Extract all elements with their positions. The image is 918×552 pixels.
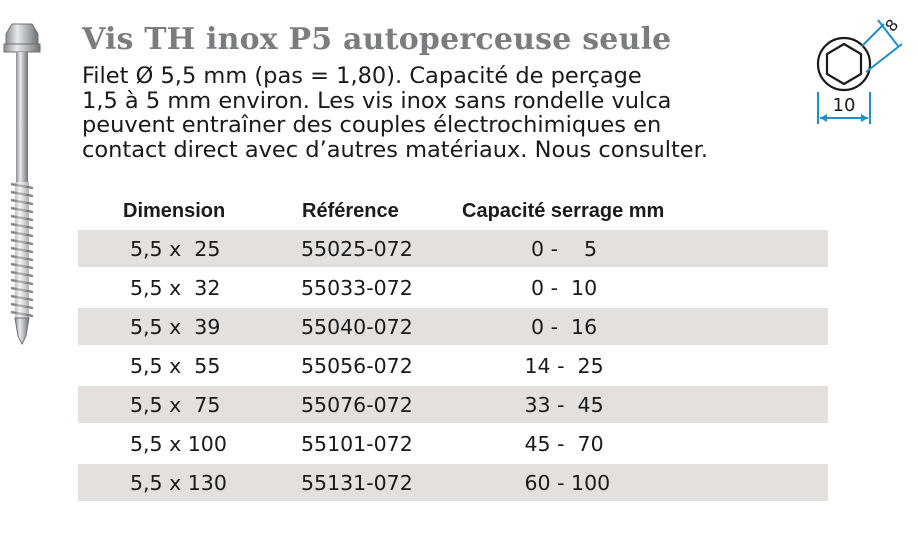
header-capacity: Capacité serrage mm bbox=[462, 200, 665, 222]
cell-reference: 55131-072 bbox=[301, 471, 413, 495]
cell-capacity: 60 - 100 bbox=[518, 471, 611, 495]
table-row bbox=[78, 464, 828, 503]
table-row bbox=[78, 347, 828, 386]
hex-head-diagram bbox=[810, 10, 910, 128]
table-row bbox=[78, 308, 828, 347]
cell-capacity: 0 - 10 bbox=[518, 276, 598, 300]
cell-capacity: 0 - 5 bbox=[518, 237, 598, 261]
head-height-label: 8 bbox=[881, 15, 903, 36]
description-line: peuvent entraîner des couples électrochimiques en bbox=[82, 112, 662, 138]
head-width-label: 10 bbox=[832, 95, 856, 116]
description-line: Filet Ø 5,5 mm (pas = 1,80). Capacité de perçage bbox=[82, 63, 642, 89]
cell-reference: 55101-072 bbox=[301, 432, 413, 456]
header-dimension: Dimension bbox=[123, 200, 226, 222]
cell-dimension: 5,5 x 130 bbox=[130, 471, 227, 495]
cell-reference: 55033-072 bbox=[301, 276, 413, 300]
cell-dimension: 5,5 x 75 bbox=[130, 393, 221, 417]
spec-table bbox=[78, 196, 828, 503]
cell-reference: 55040-072 bbox=[301, 315, 413, 339]
product-description bbox=[82, 64, 802, 162]
cell-dimension: 5,5 x 100 bbox=[130, 432, 227, 456]
description-line: 1,5 à 5 mm environ. Les vis inox sans rondelle vulca bbox=[82, 87, 672, 114]
cell-capacity: 0 - 16 bbox=[518, 315, 598, 339]
hexagon bbox=[827, 44, 861, 84]
cell-dimension: 5,5 x 55 bbox=[130, 354, 221, 378]
description-line: contact direct avec d’autres matériaux. Nous consulter. bbox=[82, 136, 708, 163]
table-row bbox=[78, 425, 828, 464]
cell-reference: 55076-072 bbox=[301, 393, 413, 417]
table-row bbox=[78, 269, 828, 308]
cell-capacity: 33 - 45 bbox=[518, 393, 604, 417]
cell-dimension: 5,5 x 39 bbox=[130, 315, 221, 339]
header-reference: Référence bbox=[302, 200, 399, 222]
cell-reference: 55056-072 bbox=[301, 354, 413, 378]
cell-capacity: 45 - 70 bbox=[518, 432, 604, 456]
cell-dimension: 5,5 x 32 bbox=[130, 276, 221, 300]
cell-capacity: 14 - 25 bbox=[518, 354, 604, 378]
cell-dimension: 5,5 x 25 bbox=[130, 237, 221, 261]
cell-reference: 55025-072 bbox=[301, 237, 413, 261]
table-row bbox=[78, 230, 828, 269]
product-title: Vis TH inox P5 autoperceuse seule bbox=[82, 22, 672, 57]
table-row bbox=[78, 386, 828, 425]
table-header bbox=[78, 196, 828, 230]
screw-image bbox=[0, 18, 44, 348]
